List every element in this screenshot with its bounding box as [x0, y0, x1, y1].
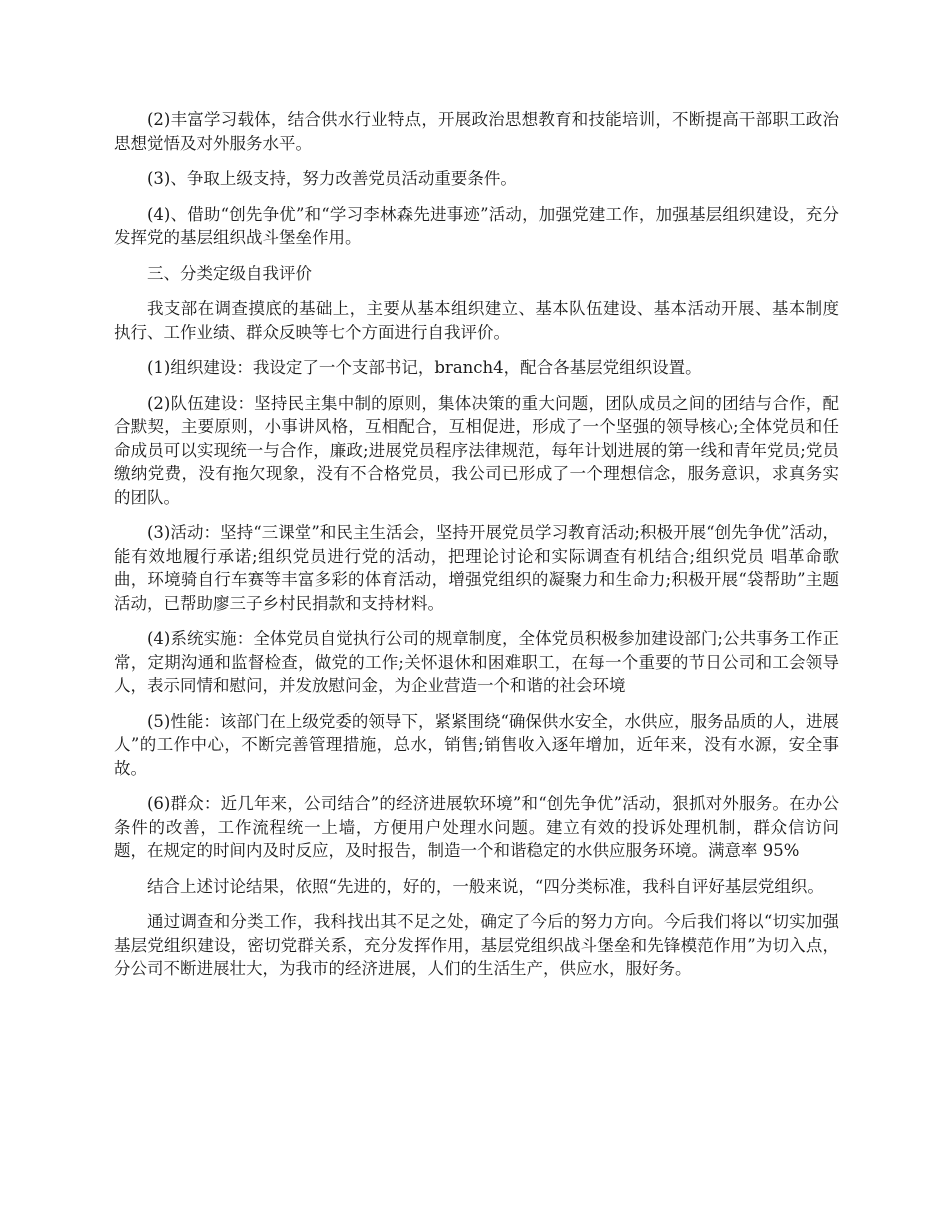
- paragraph-seek-support: (3)、争取上级支持，努力改善党员活动重要条件。: [147, 169, 517, 188]
- section-heading-self-evaluation: 三、分类定级自我评价: [147, 263, 312, 283]
- paragraph-masses: (6)群众：近几年来，公司结合”的经济进展软环境”和“创先争优”活动，狠抓对外服务。在办公条件的改善，工作流程统一上墙，方便用户处理水问题。建立有效的投诉处理机制，群众信访问题，在规定的时间内及时反应，及时报告，制造一个和谐稳定的水供应服务环境。满意率 95%: [114, 794, 839, 860]
- paragraph-activities: (3)活动：坚持“三课堂”和民主生活会，坚持开展党员学习教育活动;积极开展“创先争优”活动，能有效地履行承诺;组织党员进行党的活动，把理论讨论和实际调查有机结合;组织党员 唱革命歌曲，环境骑自行车赛等丰富多彩的体育活动，增强党组织的凝聚力和生命力;积极开展“袋帮助”主题活动，已帮助廖三子乡村民捐款和支持材料。: [114, 523, 839, 613]
- paragraph-system-implementation: (4)系统实施：全体党员自觉执行公司的规章制度，全体党员积极参加建设部门;公共事务工作正常，定期沟通和监督检查，做党的工作;关怀退休和困难职工，在每一个重要的节日公司和工会领导人，表示同情和慰问，并发放慰问金，为企业营造一个和谐的社会环境: [114, 629, 839, 695]
- paragraph-future-direction: 通过调查和分类工作，我科找出其不足之处，确定了今后的努力方向。今后我们将以“切实加强基层党组织建设，密切党群关系，充分发挥作用，基层党组织战斗堡垒和先锋模范作用”为切入点，分公司不断进展壮大，为我市的经济进展，人们的生活生产，供应水，服好务。: [114, 912, 839, 978]
- paragraph-cultivate-learning: (2)丰富学习载体，结合供水行业特点，开展政治思想教育和技能培训，不断提高干部职工政治思想觉悟及对外服务水平。: [114, 110, 839, 153]
- paragraph-conclusion: 结合上述讨论结果，依照“先进的，好的，一般来说，“四分类标准，我科自评好基层党组织。: [147, 876, 824, 896]
- paragraph-team-building: (2)队伍建设：坚持民主集中制的原则，集体决策的重大问题，团队成员之间的团结与合作，配合默契，主要原则，小事讲风格，互相配合，互相促进，形成了一个坚强的领导核心;全体党员和任命成员可以实现统一与合作，廉政;进展党员程序法律规范，每年计划进展的第一线和青年党员;党员缴纳党费，没有拖欠现象，没有不合格党员，我公司已形成了一个理想信念，服务意识，求真务实的团队。: [114, 393, 839, 507]
- paragraph-party-building: (4)、借助“创先争优”和“学习李林森先进事迹”活动，加强党建工作，加强基层组织建设，充分发挥党的基层组织战斗堡垒作用。: [114, 204, 839, 247]
- paragraph-organization: (1)组织建设：我设定了一个支部书记，branch4，配合各基层党组织设置。: [147, 358, 702, 377]
- paragraph-performance: (5)性能：该部门在上级党委的领导下，紧紧围绕“确保供水安全，水供应，服务品质的人，进展人”的工作中心，不断完善管理措施，总水，销售;销售收入逐年增加，近年来，没有水源，安全事故。: [114, 711, 839, 778]
- document-body: [114, 108, 839, 993]
- paragraph-evaluation-intro: 我支部在调查摸底的基础上，主要从基本组织建立、基本队伍建设、基本活动开展、基本制度执行、工作业绩、群众反映等七个方面进行自我评价。: [114, 299, 839, 342]
